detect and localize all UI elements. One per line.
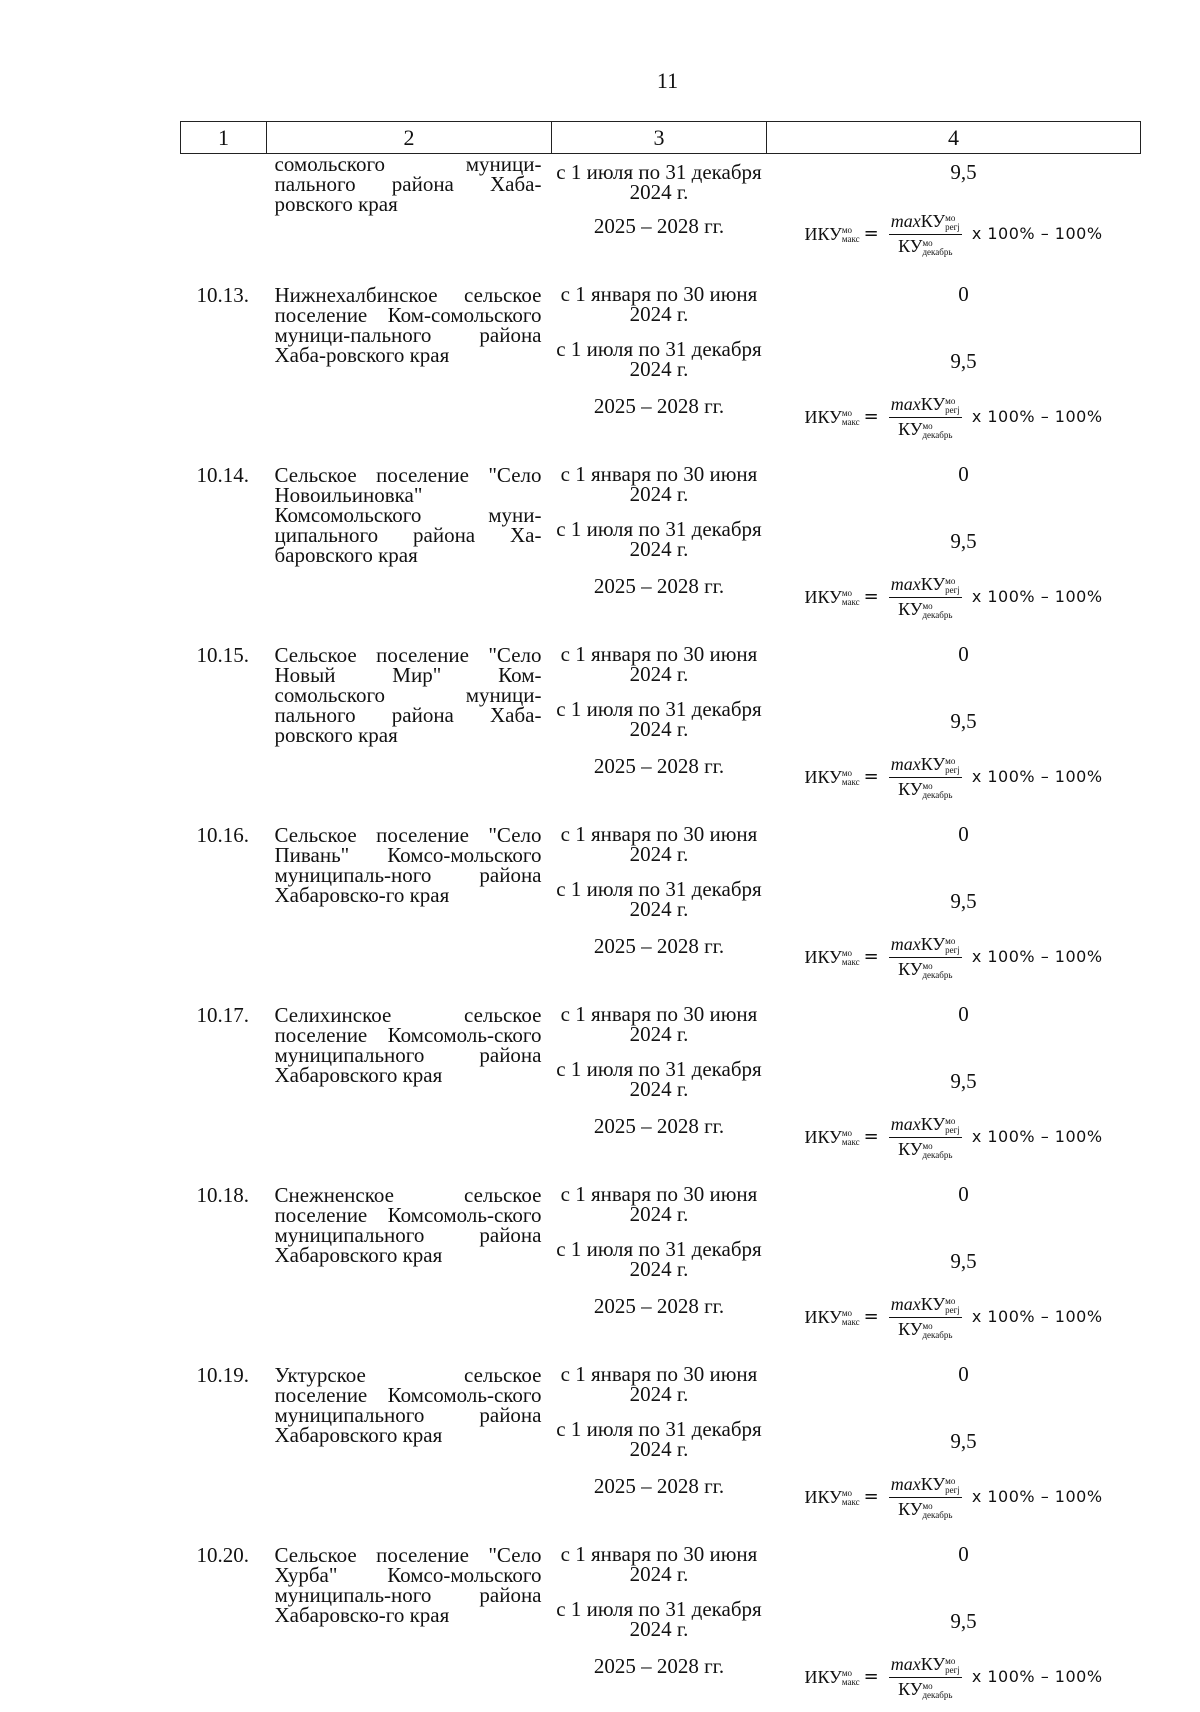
value-cell: [767, 1362, 1141, 1532]
table-row: [181, 1002, 1141, 1172]
period-jan-jun-2024: с 1 января по 30 июня 2024 г.: [552, 822, 767, 877]
formula-lhs: ИКУ мо макс: [804, 1127, 859, 1148]
row-number: 10.13.: [181, 282, 267, 452]
formula-denominator: КУ мо декабрь: [898, 598, 952, 620]
value-jan-jun-2024: 0: [767, 462, 1141, 517]
formula-numerator: maxКУ мо регj: [889, 754, 962, 778]
formula-lhs: ИКУ мо макс: [804, 767, 859, 788]
value-jul-dec-2024: 9,5: [767, 1057, 1141, 1113]
value-cell: [767, 642, 1141, 812]
formula-fraction: [889, 754, 962, 800]
period-2025-2028: 2025 – 2028 гг.: [552, 1292, 767, 1352]
formula-denominator: КУ мо декабрь: [898, 1678, 952, 1700]
formula-equals: =: [864, 1487, 879, 1507]
settlement-name: Сельское поселение "Село Хурба" Комсо-мольского муниципаль-ного района Хабаровско-го края: [267, 1542, 552, 1712]
formula-equals: =: [864, 1127, 879, 1147]
period-jul-dec-2024: с 1 июля по 31 декабря 2024 г.: [552, 337, 767, 392]
period-cell: [552, 154, 767, 273]
formula-fraction: [889, 574, 962, 620]
value-cell: [767, 282, 1141, 452]
row-spacer: [181, 992, 1141, 1002]
period-jul-dec-2024: с 1 июля по 31 декабря 2024 г.: [552, 154, 767, 212]
period-jul-dec-2024: с 1 июля по 31 декабря 2024 г.: [552, 517, 767, 572]
formula-equals: =: [864, 1307, 879, 1327]
formula-denominator: КУ мо декабрь: [898, 1318, 952, 1340]
formula-denominator: КУ мо декабрь: [898, 1138, 952, 1160]
formula-numerator: maxКУ мо регj: [889, 1474, 962, 1498]
period-cell: [552, 642, 767, 812]
formula-equals: =: [864, 947, 879, 967]
formula: [767, 387, 1141, 447]
row-number: 10.20.: [181, 1542, 267, 1712]
formula-denominator: КУ мо декабрь: [898, 418, 952, 440]
period-jul-dec-2024: с 1 июля по 31 декабря 2024 г.: [552, 1057, 767, 1112]
value-jul-dec-2024: 9,5: [767, 1237, 1141, 1293]
period-cell: [552, 822, 767, 992]
formula-fraction: [889, 1474, 962, 1520]
formula-fraction: [889, 211, 962, 257]
period-jan-jun-2024: с 1 января по 30 июня 2024 г.: [552, 1002, 767, 1057]
header-row: [181, 122, 1141, 154]
settlement-name: Сельское поселение "Село Новый Мир" Ком-сомольского муници-пального района Хаба-ровского края: [267, 642, 552, 812]
period-2025-2028: 2025 – 2028 гг.: [552, 1112, 767, 1172]
value-cell: [767, 1542, 1141, 1712]
value-jan-jun-2024: 0: [767, 1002, 1141, 1057]
settlement-name: Селихинское сельское поселение Комсомоль-ского муниципального района Хабаровского края: [267, 1002, 552, 1172]
formula-denominator: КУ мо декабрь: [898, 958, 952, 980]
formula: [767, 1107, 1141, 1167]
formula-tail: x 100% – 100%: [972, 767, 1103, 787]
formula: [767, 1647, 1141, 1707]
row-spacer: [181, 272, 1141, 282]
formula-denominator: КУ мо декабрь: [898, 778, 952, 800]
period-jul-dec-2024: с 1 июля по 31 декабря 2024 г.: [552, 1417, 767, 1472]
period-2025-2028: 2025 – 2028 гг.: [552, 392, 767, 452]
formula-tail: x 100% – 100%: [972, 1487, 1103, 1507]
period-2025-2028: 2025 – 2028 гг.: [552, 1652, 767, 1712]
settlement-name: Снежненское сельское поселение Комсомоль-ского муниципального района Хабаровского края: [267, 1182, 552, 1352]
value-jul-dec-2024: 9,5: [767, 1417, 1141, 1473]
formula-tail: x 100% – 100%: [972, 947, 1103, 967]
period-2025-2028: 2025 – 2028 гг.: [552, 572, 767, 632]
settlement-name: Нижнехалбинское сельское поселение Ком-сомольского муници-пального района Хаба-ровского края: [267, 282, 552, 452]
formula-tail: x 100% – 100%: [972, 407, 1103, 427]
period-2025-2028: 2025 – 2028 гг.: [552, 212, 767, 272]
formula-numerator: maxКУ мо регj: [889, 394, 962, 418]
value-cell: [767, 154, 1141, 273]
period-jul-dec-2024: с 1 июля по 31 декабря 2024 г.: [552, 1597, 767, 1652]
period-cell: [552, 282, 767, 452]
formula-equals: =: [864, 407, 879, 427]
header-col-4: 4: [767, 122, 1141, 154]
formula-numerator: maxКУ мо регj: [889, 1114, 962, 1138]
formula-denominator: КУ мо декабрь: [898, 235, 952, 257]
value-jan-jun-2024: 0: [767, 1182, 1141, 1237]
period-cell: [552, 1182, 767, 1352]
formula-numerator: maxКУ мо регj: [889, 934, 962, 958]
period-cell: [552, 1362, 767, 1532]
header-col-1: 1: [181, 122, 267, 154]
row-spacer: [181, 1532, 1141, 1542]
settlement-name: Сельское поселение "Село Новоильиновка" Комсомольского муни-ципального района Ха-баровского края: [267, 462, 552, 632]
table-row: [181, 1542, 1141, 1712]
value-cell: [767, 822, 1141, 992]
settlement-name: сомольского муници-пального района Хаба-ровского края: [267, 154, 552, 273]
formula: [767, 204, 1141, 264]
formula: [767, 1467, 1141, 1527]
value-jul-dec-2024: 9,5: [767, 877, 1141, 933]
row-number: 10.15.: [181, 642, 267, 812]
settlement-name: Сельское поселение "Село Пивань" Комсо-мольского муниципаль-ного района Хабаровско-го края: [267, 822, 552, 992]
period-2025-2028: 2025 – 2028 гг.: [552, 1472, 767, 1532]
row-spacer: [181, 812, 1141, 822]
value-jul-dec-2024: 9,5: [767, 1597, 1141, 1653]
table-row: [181, 1182, 1141, 1352]
value-jan-jun-2024: 0: [767, 822, 1141, 877]
formula-tail: x 100% – 100%: [972, 224, 1103, 244]
formula-numerator: maxКУ мо регj: [889, 1654, 962, 1678]
formula-lhs: ИКУ мо макс: [804, 947, 859, 968]
formula-lhs: ИКУ мо макс: [804, 587, 859, 608]
row-number: 10.14.: [181, 462, 267, 632]
formula-numerator: maxКУ мо регj: [889, 211, 962, 235]
period-jul-dec-2024: с 1 июля по 31 декабря 2024 г.: [552, 877, 767, 932]
period-cell: [552, 1542, 767, 1712]
header-col-3: 3: [552, 122, 767, 154]
formula-equals: =: [864, 224, 879, 244]
period-jan-jun-2024: с 1 января по 30 июня 2024 г.: [552, 1362, 767, 1417]
period-jan-jun-2024: с 1 января по 30 июня 2024 г.: [552, 642, 767, 697]
formula-tail: x 100% – 100%: [972, 1667, 1103, 1687]
value-jul-dec-2024: 9,5: [767, 154, 1141, 210]
row-number: 10.18.: [181, 1182, 267, 1352]
row-number: [181, 154, 267, 273]
row-number: 10.17.: [181, 1002, 267, 1172]
value-jan-jun-2024: 0: [767, 1362, 1141, 1417]
formula-equals: =: [864, 587, 879, 607]
formula-lhs: ИКУ мо макс: [804, 407, 859, 428]
formula-numerator: maxКУ мо регj: [889, 574, 962, 598]
table-body: [181, 154, 1141, 1712]
row-spacer: [181, 632, 1141, 642]
formula-numerator: maxКУ мо регj: [889, 1294, 962, 1318]
value-cell: [767, 462, 1141, 632]
row-number: 10.16.: [181, 822, 267, 992]
period-2025-2028: 2025 – 2028 гг.: [552, 932, 767, 992]
row-spacer: [181, 1352, 1141, 1362]
formula-fraction: [889, 1294, 962, 1340]
value-jul-dec-2024: 9,5: [767, 517, 1141, 573]
page-number: 11: [0, 68, 1200, 94]
formula-fraction: [889, 394, 962, 440]
period-jan-jun-2024: с 1 января по 30 июня 2024 г.: [552, 462, 767, 517]
period-cell: [552, 1002, 767, 1172]
formula-tail: x 100% – 100%: [972, 587, 1103, 607]
table-row: [181, 1362, 1141, 1532]
formula-lhs: ИКУ мо макс: [804, 1307, 859, 1328]
formula-tail: x 100% – 100%: [972, 1307, 1103, 1327]
period-cell: [552, 462, 767, 632]
period-jan-jun-2024: с 1 января по 30 июня 2024 г.: [552, 282, 767, 337]
row-spacer: [181, 1172, 1141, 1182]
row-spacer: [181, 452, 1141, 462]
value-jul-dec-2024: 9,5: [767, 337, 1141, 393]
formula: [767, 747, 1141, 807]
period-jan-jun-2024: с 1 января по 30 июня 2024 г.: [552, 1542, 767, 1597]
table-row: [181, 822, 1141, 992]
value-cell: [767, 1182, 1141, 1352]
table-row-continued: [181, 154, 1141, 273]
value-jan-jun-2024: 0: [767, 642, 1141, 697]
formula: [767, 567, 1141, 627]
formula-lhs: ИКУ мо макс: [804, 1667, 859, 1688]
formula-tail: x 100% – 100%: [972, 1127, 1103, 1147]
table-row: [181, 642, 1141, 812]
table-row: [181, 282, 1141, 452]
formula-denominator: КУ мо декабрь: [898, 1498, 952, 1520]
header-col-2: 2: [267, 122, 552, 154]
row-number: 10.19.: [181, 1362, 267, 1532]
formula-fraction: [889, 1114, 962, 1160]
formula: [767, 1287, 1141, 1347]
period-jan-jun-2024: с 1 января по 30 июня 2024 г.: [552, 1182, 767, 1237]
formula-fraction: [889, 934, 962, 980]
formula-lhs: ИКУ мо макс: [804, 224, 859, 245]
value-jul-dec-2024: 9,5: [767, 697, 1141, 753]
value-cell: [767, 1002, 1141, 1172]
period-jul-dec-2024: с 1 июля по 31 декабря 2024 г.: [552, 1237, 767, 1292]
period-jul-dec-2024: с 1 июля по 31 декабря 2024 г.: [552, 697, 767, 752]
formula-equals: =: [864, 767, 879, 787]
value-jan-jun-2024: 0: [767, 282, 1141, 337]
formula: [767, 927, 1141, 987]
period-2025-2028: 2025 – 2028 гг.: [552, 752, 767, 812]
tariff-table: [180, 121, 1141, 1712]
formula-equals: =: [864, 1667, 879, 1687]
formula-fraction: [889, 1654, 962, 1700]
settlement-name: Уктурское сельское поселение Комсомоль-ского муниципального района Хабаровского края: [267, 1362, 552, 1532]
formula-lhs: ИКУ мо макс: [804, 1487, 859, 1508]
table-row: [181, 462, 1141, 632]
value-jan-jun-2024: 0: [767, 1542, 1141, 1597]
